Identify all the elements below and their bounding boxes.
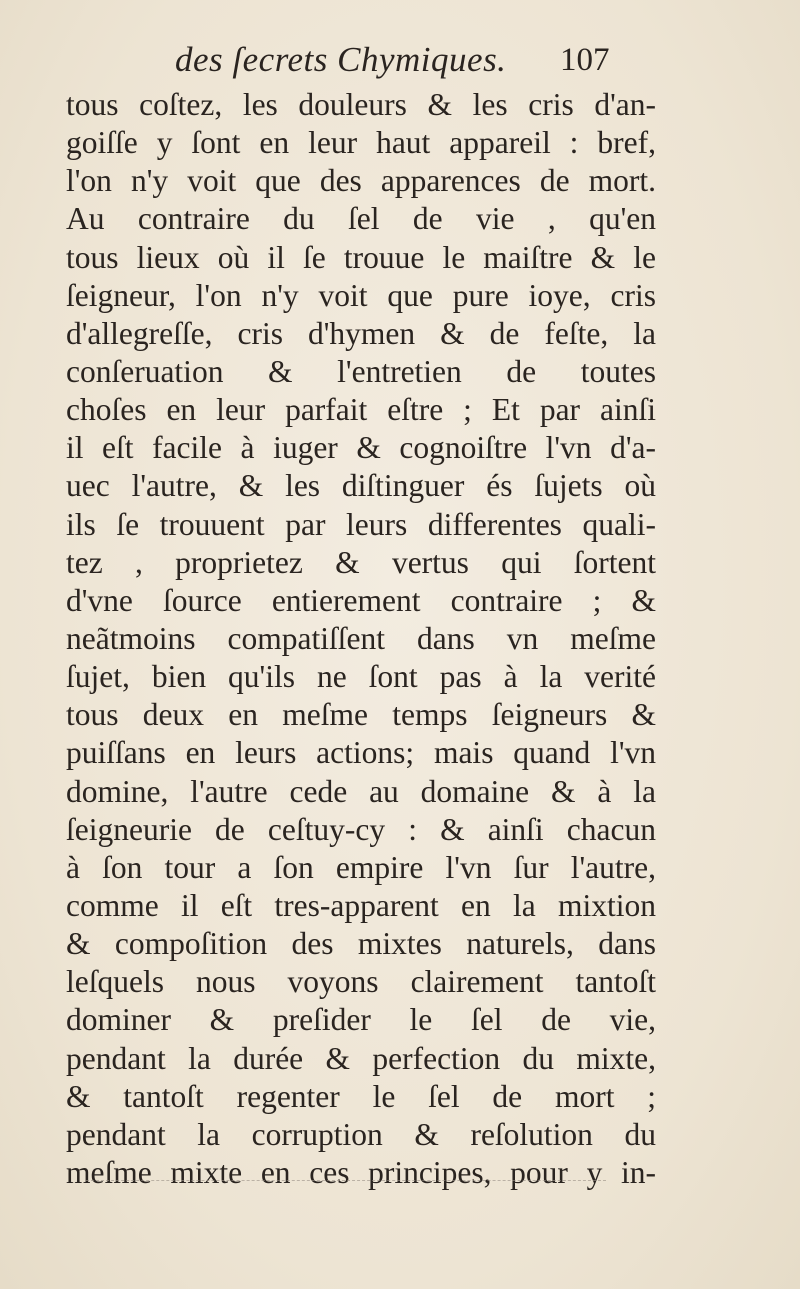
text-line-content: uec l'autre, & les diſtinguer és ſujets où — [66, 468, 656, 504]
text-line-content: pendant la corruption & reſolution du — [66, 1116, 656, 1152]
text-line-content: tez , proprietez & vertus qui ſortent — [66, 544, 656, 580]
text-line-content: Au contraire du ſel de vie , qu'en — [66, 201, 656, 237]
text-line-content: goiſſe y ſont en leur haut appareil : bref, — [66, 125, 656, 161]
text-line-content: il eſt facile à iuger & cognoiſtre l'vn d'a- — [66, 430, 656, 466]
text-line — [66, 277, 656, 315]
text-line — [66, 467, 656, 505]
text-line-content: meſme mixte en ces principes, pour y in- — [66, 1154, 656, 1190]
text-line-content: d'allegreſſe, cris d'hymen & de feſte, la — [66, 315, 656, 351]
text-line — [66, 849, 656, 887]
text-line — [66, 506, 656, 544]
text-line-content: tous lieux où il ſe trouue le maiſtre & le — [66, 239, 656, 275]
text-line — [66, 544, 656, 582]
text-line-content: l'on n'y voit que des apparences de mort. — [66, 163, 656, 199]
text-line-content: à ſon tour a ſon empire l'vn ſur l'autre, — [66, 849, 656, 885]
text-line-content: pendant la durée & perfection du mixte, — [66, 1040, 656, 1076]
text-line-content: & tantoſt regenter le ſel de mort ; — [66, 1078, 656, 1114]
text-line-content: leſquels nous voyons clairement tantoſt — [66, 964, 656, 1000]
text-line — [66, 429, 656, 467]
text-line — [66, 1040, 656, 1078]
text-line — [66, 86, 656, 124]
body-text — [66, 86, 656, 1192]
text-line — [66, 239, 656, 277]
text-line — [66, 963, 656, 1001]
page-number: 107 — [560, 42, 610, 78]
running-title: des ſecrets Chymiques. — [175, 40, 507, 79]
text-line — [66, 734, 656, 772]
text-line-content: conſeruation & l'entretien de toutes — [66, 353, 656, 389]
text-line-content: tous deux en meſme temps ſeigneurs & — [66, 697, 656, 733]
text-line — [66, 391, 656, 429]
text-line — [66, 582, 656, 620]
text-line-content: ils ſe trouuent par leurs differentes quali- — [66, 506, 656, 542]
text-line — [66, 124, 656, 162]
text-line-content: neãtmoins compatiſſent dans vn meſme — [66, 620, 656, 656]
text-line — [66, 1001, 656, 1039]
show-through-rule — [86, 1180, 606, 1182]
text-line — [66, 696, 656, 734]
text-line — [66, 811, 656, 849]
text-line-content: ſeigneurie de ceſtuy-cy : & ainſi chacun — [66, 811, 656, 847]
text-line — [66, 353, 656, 391]
text-line — [66, 773, 656, 811]
text-line — [66, 200, 656, 238]
text-line — [66, 315, 656, 353]
text-line — [66, 620, 656, 658]
page-header — [175, 40, 635, 90]
text-line-content: comme il eſt tres-apparent en la mixtion — [66, 887, 656, 923]
text-line-content: & compoſition des mixtes naturels, dans — [66, 926, 656, 962]
text-line-content: ſujet, bien qu'ils ne ſont pas à la verité — [66, 659, 656, 695]
text-line — [66, 925, 656, 963]
text-line — [66, 1154, 656, 1192]
text-line-content: ſeigneur, l'on n'y voit que pure ioye, cris — [66, 277, 656, 313]
text-line-content: dominer & preſider le ſel de vie, — [66, 1002, 656, 1038]
text-line — [66, 162, 656, 200]
text-line — [66, 658, 656, 696]
text-line-content: domine, l'autre cede au domaine & à la — [66, 773, 656, 809]
text-line-content: tous coſtez, les douleurs & les cris d'an- — [66, 87, 656, 122]
text-line — [66, 1078, 656, 1116]
text-line-content: puiſſans en leurs actions; mais quand l'vn — [66, 735, 656, 771]
text-line — [66, 887, 656, 925]
text-line — [66, 1116, 656, 1154]
text-line-content: choſes en leur parfait eſtre ; Et par ainſi — [66, 392, 656, 428]
text-line-content: d'vne ſource entierement contraire ; & — [66, 582, 656, 618]
